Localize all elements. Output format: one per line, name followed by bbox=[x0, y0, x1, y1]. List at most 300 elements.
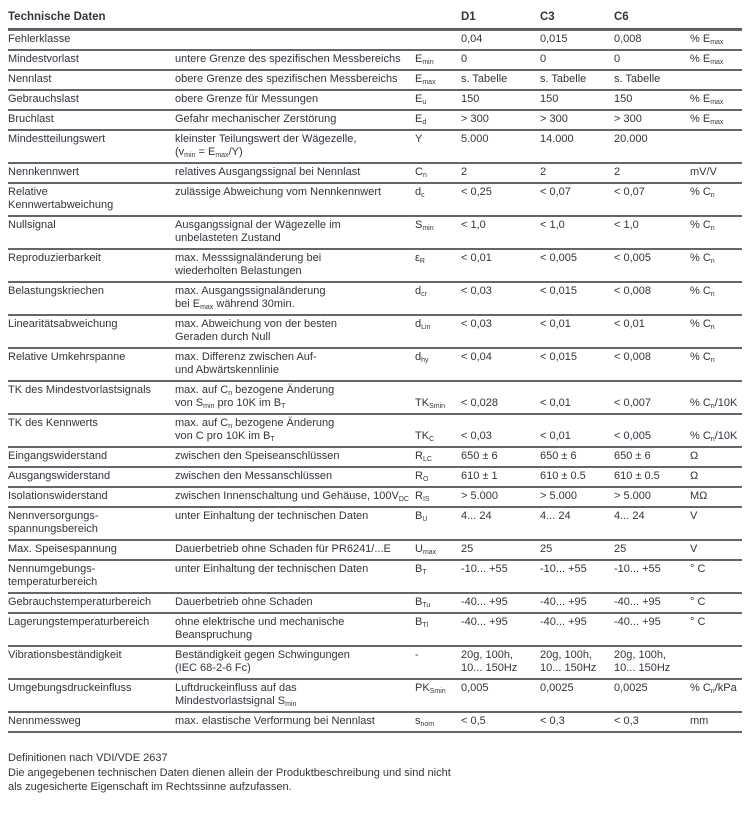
param-symbol: $\varepsilon_R$ bbox=[415, 252, 425, 265]
value-c3-cell bbox=[540, 285, 614, 311]
param-description-cell bbox=[175, 285, 415, 311]
param-description-cell bbox=[175, 93, 415, 106]
param-description: von $S_{min}$ pro 10K im $B_T$ bbox=[175, 397, 286, 410]
value-c6: 4... 24 bbox=[614, 510, 645, 522]
param-name: Reproduzierbarkeit bbox=[8, 252, 101, 264]
table-row bbox=[8, 486, 742, 506]
value-c3: < 0,015 bbox=[540, 285, 578, 297]
value-d1-cell bbox=[461, 450, 540, 463]
value-c6-cell bbox=[614, 450, 690, 463]
param-name: Isolationswiderstand bbox=[8, 490, 108, 502]
param-name-cell bbox=[8, 252, 175, 278]
param-description-cell bbox=[175, 73, 415, 86]
unit: % $E_{max}$ bbox=[690, 53, 724, 66]
unit: V bbox=[690, 510, 698, 522]
value-c6: 0,0025 bbox=[614, 682, 648, 694]
value-c3: -40... +95 bbox=[540, 616, 587, 628]
param-description-cell bbox=[175, 166, 415, 179]
page-title: Technische Daten bbox=[8, 11, 106, 23]
value-d1-cell bbox=[461, 285, 540, 311]
value-d1-cell bbox=[461, 417, 540, 443]
table-row bbox=[8, 559, 742, 592]
unit-cell bbox=[690, 450, 742, 463]
param-name: spannungsbereich bbox=[8, 523, 98, 535]
value-d1: 25 bbox=[461, 543, 474, 555]
value-c3-cell bbox=[540, 563, 614, 589]
value-d1: < 0,5 bbox=[461, 715, 486, 727]
param-symbol-cell bbox=[415, 649, 461, 675]
param-symbol: $R_O$ bbox=[415, 470, 429, 483]
param-symbol-cell bbox=[415, 252, 461, 278]
table-row bbox=[8, 182, 742, 215]
table-row bbox=[8, 380, 742, 413]
unit: mm bbox=[690, 715, 709, 727]
param-name: Nullsignal bbox=[8, 219, 56, 231]
value-c3-cell bbox=[540, 450, 614, 463]
param-name-cell bbox=[8, 113, 175, 126]
param-symbol-cell bbox=[415, 33, 461, 46]
param-description-cell bbox=[175, 563, 415, 589]
table-row bbox=[8, 645, 742, 678]
unit: % $C_n/10K$ bbox=[690, 430, 738, 443]
value-d1-cell bbox=[461, 649, 540, 675]
param-name: Vibrationsbeständigkeit bbox=[8, 649, 122, 661]
value-d1-cell bbox=[461, 596, 540, 609]
unit-cell bbox=[690, 73, 742, 86]
param-symbol-cell bbox=[415, 563, 461, 589]
param-description: Mindestvorlastsignal $S_{min}$ bbox=[175, 695, 297, 708]
column-header-d1-cell bbox=[461, 11, 540, 24]
param-symbol: $U_{max}$ bbox=[415, 543, 437, 556]
unit-cell bbox=[690, 616, 742, 642]
unit-cell bbox=[690, 166, 742, 179]
value-c6: < 0,01 bbox=[614, 318, 645, 330]
footer-disclaimer-2: als zugesicherte Eigenschaft im Rechtssinne aufzufassen. bbox=[8, 781, 292, 793]
value-d1-cell bbox=[461, 715, 540, 728]
value-c3: > 5.000 bbox=[540, 490, 578, 502]
param-name-cell bbox=[8, 563, 175, 589]
param-description-cell bbox=[175, 384, 415, 410]
param-symbol-cell bbox=[415, 417, 461, 443]
param-name: TK des Mindestvorlastsignals bbox=[8, 384, 152, 396]
column-header-c3: C3 bbox=[540, 11, 555, 23]
footer-notes bbox=[8, 751, 742, 795]
param-name: Nennmessweg bbox=[8, 715, 81, 727]
param-description-cell bbox=[175, 351, 415, 377]
value-c3-cell bbox=[540, 318, 614, 344]
param-symbol: $TK_{Smin}$ bbox=[415, 397, 446, 410]
value-c3: -10... +55 bbox=[540, 563, 587, 575]
param-description: bei $E_{max}$ während 30min. bbox=[175, 298, 295, 311]
value-c6-cell bbox=[614, 470, 690, 483]
param-symbol: $E_d$ bbox=[415, 113, 427, 126]
param-description: relatives Ausgangssignal bei Nennlast bbox=[175, 166, 361, 178]
value-c6-cell bbox=[614, 285, 690, 311]
value-c6: > 5.000 bbox=[614, 490, 652, 502]
unit-cell bbox=[690, 93, 742, 106]
param-description-cell bbox=[175, 682, 415, 708]
param-name: Bruchlast bbox=[8, 113, 54, 125]
param-description: unbelasteten Zustand bbox=[175, 232, 281, 244]
table-row bbox=[8, 89, 742, 109]
value-c6: 0 bbox=[614, 53, 621, 65]
value-d1-cell bbox=[461, 318, 540, 344]
param-symbol: $d_c$ bbox=[415, 186, 425, 199]
param-description-cell bbox=[175, 616, 415, 642]
unit: MΩ bbox=[690, 490, 708, 502]
param-description-cell bbox=[175, 450, 415, 463]
value-c6-cell bbox=[614, 113, 690, 126]
unit-cell bbox=[690, 252, 742, 278]
value-d1-cell bbox=[461, 490, 540, 503]
value-d1-cell bbox=[461, 186, 540, 212]
value-c3-cell bbox=[540, 33, 614, 46]
value-d1: < 0,04 bbox=[461, 351, 492, 363]
value-c6: -10... +55 bbox=[614, 563, 661, 575]
param-symbol: $PK_{Smin}$ bbox=[415, 682, 446, 695]
unit-cell bbox=[690, 53, 742, 66]
value-d1: 5.000 bbox=[461, 133, 489, 145]
param-description: untere Grenze des spezifischen Messbereichs bbox=[175, 53, 401, 65]
param-description: max. Differenz zwischen Auf- bbox=[175, 351, 317, 363]
unit-cell bbox=[690, 113, 742, 126]
value-c6-cell bbox=[614, 510, 690, 536]
value-c3: < 0,3 bbox=[540, 715, 565, 727]
param-symbol-cell bbox=[415, 53, 461, 66]
param-description: Dauerbetrieb ohne Schaden für PR6241/...E bbox=[175, 543, 391, 555]
unit: % $C_n$ bbox=[690, 219, 715, 232]
value-c3: -40... +95 bbox=[540, 596, 587, 608]
param-name-cell bbox=[8, 417, 175, 443]
param-symbol: $E_{min}$ bbox=[415, 53, 434, 66]
param-symbol-cell bbox=[415, 682, 461, 708]
unit: % $C_n$/kPa bbox=[690, 682, 737, 695]
param-symbol-cell bbox=[415, 510, 461, 536]
table-row bbox=[8, 446, 742, 466]
table-row bbox=[8, 592, 742, 612]
param-symbol-cell bbox=[415, 113, 461, 126]
value-c3: 14.000 bbox=[540, 133, 574, 145]
param-description-cell bbox=[175, 186, 415, 212]
value-c3-cell bbox=[540, 596, 614, 609]
unit-cell bbox=[690, 596, 742, 609]
value-c6-cell bbox=[614, 715, 690, 728]
param-symbol-cell bbox=[415, 596, 461, 609]
value-c3-cell bbox=[540, 252, 614, 278]
column-header-c3-cell bbox=[540, 11, 614, 24]
value-d1: 2 bbox=[461, 166, 468, 178]
unit: % $E_{max}$ bbox=[690, 113, 724, 126]
value-c6: 25 bbox=[614, 543, 627, 555]
value-d1-cell bbox=[461, 682, 540, 708]
table-row bbox=[8, 314, 742, 347]
param-name-cell bbox=[8, 616, 175, 642]
unit: % $C_n$ bbox=[690, 318, 715, 331]
unit-cell bbox=[690, 490, 742, 503]
value-c3-cell bbox=[540, 166, 614, 179]
param-description-cell bbox=[175, 510, 415, 536]
value-c6: < 0,005 bbox=[614, 252, 652, 264]
value-d1: -40... +95 bbox=[461, 616, 508, 628]
param-symbol: $d_{hy}$ bbox=[415, 351, 429, 364]
value-d1: < 0,03 bbox=[461, 285, 492, 297]
value-c6: < 0,07 bbox=[614, 186, 645, 198]
param-description: max. elastische Verformung bei Nennlast bbox=[175, 715, 375, 727]
unit: ° C bbox=[690, 616, 706, 628]
value-c3: 0,015 bbox=[540, 33, 568, 45]
value-d1: > 5.000 bbox=[461, 490, 499, 502]
param-name: Relative bbox=[8, 186, 48, 198]
unit-cell bbox=[690, 563, 742, 589]
value-c3-cell bbox=[540, 113, 614, 126]
param-name: Mindestvorlast bbox=[8, 53, 79, 65]
value-c6: 2 bbox=[614, 166, 621, 178]
unit: % $C_n$ bbox=[690, 351, 715, 364]
param-symbol-cell bbox=[415, 93, 461, 106]
footer-definitions: Definitionen nach VDI/VDE 2637 bbox=[8, 752, 168, 764]
param-symbol: $B_{Tu}$ bbox=[415, 596, 431, 609]
value-c3: 25 bbox=[540, 543, 553, 555]
param-name-cell bbox=[8, 219, 175, 245]
param-name: Gebrauchstemperaturbereich bbox=[8, 596, 152, 608]
value-d1: < 0,028 bbox=[461, 397, 499, 409]
value-d1-cell bbox=[461, 563, 540, 589]
value-d1: > 300 bbox=[461, 113, 489, 125]
value-c3: < 0,015 bbox=[540, 351, 578, 363]
unit: % $C_n/10K$ bbox=[690, 397, 738, 410]
param-name-cell bbox=[8, 93, 175, 106]
param-description: unter Einhaltung der technischen Daten bbox=[175, 510, 369, 522]
table-row bbox=[8, 539, 742, 559]
param-description-cell bbox=[175, 33, 415, 46]
value-c3-cell bbox=[540, 510, 614, 536]
value-c3-cell bbox=[540, 186, 614, 212]
table-row bbox=[8, 347, 742, 380]
param-name: temperaturbereich bbox=[8, 576, 98, 588]
param-description-cell bbox=[175, 596, 415, 609]
param-description: zwischen Innenschaltung und Gehäuse, $100V_{DC}$ bbox=[175, 490, 409, 503]
unit-cell bbox=[690, 682, 742, 708]
value-d1: 150 bbox=[461, 93, 480, 105]
value-d1: < 0,25 bbox=[461, 186, 492, 198]
value-c3-cell bbox=[540, 490, 614, 503]
unit: % $E_{max}$ bbox=[690, 93, 724, 106]
table-row bbox=[8, 711, 742, 731]
param-symbol: $C_n$ bbox=[415, 166, 427, 179]
value-d1-cell bbox=[461, 510, 540, 536]
value-d1-cell bbox=[461, 219, 540, 245]
value-c6-cell bbox=[614, 596, 690, 609]
value-c3-cell bbox=[540, 384, 614, 410]
value-d1: 650 ± 6 bbox=[461, 450, 498, 462]
value-c3-cell bbox=[540, 351, 614, 377]
unit: Ω bbox=[690, 470, 699, 482]
value-c3: 2 bbox=[540, 166, 547, 178]
param-description-cell bbox=[175, 417, 415, 443]
unit-cell bbox=[690, 649, 742, 675]
param-symbol-cell bbox=[415, 715, 461, 728]
param-description: und Abwärtskennlinie bbox=[175, 364, 279, 376]
param-symbol: $s_{nom}$ bbox=[415, 715, 435, 728]
table-row bbox=[8, 49, 742, 69]
param-symbol: $B_{Tl}$ bbox=[415, 616, 429, 629]
value-c3: 610 ± 0.5 bbox=[540, 470, 586, 482]
unit-cell bbox=[690, 33, 742, 46]
value-c6-cell bbox=[614, 166, 690, 179]
value-c3-cell bbox=[540, 682, 614, 708]
unit-cell bbox=[690, 384, 742, 410]
unit-cell bbox=[690, 351, 742, 377]
value-c3: < 0,005 bbox=[540, 252, 578, 264]
footer-disclaimer-1: Die angegebenen technischen Daten dienen allein der Produktbeschreibung und sind nicht bbox=[8, 766, 451, 779]
param-symbol-cell bbox=[415, 470, 461, 483]
value-c3: 0,0025 bbox=[540, 682, 574, 694]
param-description: ohne elektrische und mechanische bbox=[175, 616, 345, 628]
header-symbol-spacer bbox=[415, 11, 461, 24]
param-symbol-cell bbox=[415, 186, 461, 212]
param-symbol: $d_{cr}$ bbox=[415, 285, 427, 298]
param-symbol-cell bbox=[415, 318, 461, 344]
param-name-cell bbox=[8, 715, 175, 728]
unit: ° C bbox=[690, 563, 706, 575]
value-c6-cell bbox=[614, 33, 690, 46]
param-symbol-cell bbox=[415, 73, 461, 86]
param-name: Nennlast bbox=[8, 73, 52, 85]
value-c3: 20g, 100h, bbox=[540, 649, 592, 661]
param-name: Linearitätsabweichung bbox=[8, 318, 118, 330]
value-d1: -10... +55 bbox=[461, 563, 508, 575]
value-c6-cell bbox=[614, 186, 690, 212]
value-c6-cell bbox=[614, 219, 690, 245]
param-description-cell bbox=[175, 543, 415, 556]
value-c6: s. Tabelle bbox=[614, 73, 661, 85]
value-d1: < 0,01 bbox=[461, 252, 492, 264]
value-d1: 4... 24 bbox=[461, 510, 492, 522]
param-description: unter Einhaltung der technischen Daten bbox=[175, 563, 369, 575]
table-row bbox=[8, 506, 742, 539]
value-c3-cell bbox=[540, 219, 614, 245]
unit: % $C_n$ bbox=[690, 285, 715, 298]
param-name-cell bbox=[8, 543, 175, 556]
value-d1-cell bbox=[461, 53, 540, 66]
param-description: kleinster Teilungswert der Wägezelle, bbox=[175, 133, 357, 145]
param-description-cell bbox=[175, 715, 415, 728]
table-row bbox=[8, 109, 742, 129]
value-d1: < 0,03 bbox=[461, 318, 492, 330]
param-name: Nennumgebungs- bbox=[8, 563, 96, 575]
param-description: Luftdruckeinfluss auf das bbox=[175, 682, 297, 694]
param-symbol: $B_T$ bbox=[415, 563, 427, 576]
header-title-cell bbox=[8, 11, 175, 24]
param-description: Dauerbetrieb ohne Schaden bbox=[175, 596, 313, 608]
param-description: (IEC 68-2-6 Fc) bbox=[175, 662, 251, 674]
header-description-spacer bbox=[175, 11, 415, 24]
param-name-cell bbox=[8, 510, 175, 536]
param-description-cell bbox=[175, 318, 415, 344]
value-d1-cell bbox=[461, 133, 540, 159]
unit: V bbox=[690, 543, 698, 555]
param-name: TK des Kennwerts bbox=[8, 417, 98, 429]
table-row bbox=[8, 215, 742, 248]
param-name-cell bbox=[8, 470, 175, 483]
param-name-cell bbox=[8, 166, 175, 179]
column-header-c6: C6 bbox=[614, 11, 629, 23]
unit-cell bbox=[690, 470, 742, 483]
value-c6: 610 ± 0.5 bbox=[614, 470, 660, 482]
param-symbol-cell bbox=[415, 133, 461, 159]
value-c6: 150 bbox=[614, 93, 633, 105]
table-row bbox=[8, 281, 742, 314]
value-c3-cell bbox=[540, 543, 614, 556]
unit-cell bbox=[690, 219, 742, 245]
value-c6: -40... +95 bbox=[614, 596, 661, 608]
param-name: Gebrauchslast bbox=[8, 93, 79, 105]
table-row bbox=[8, 248, 742, 281]
value-c6: 20.000 bbox=[614, 133, 648, 145]
value-c3-cell bbox=[540, 649, 614, 675]
table-row bbox=[8, 162, 742, 182]
value-c6-cell bbox=[614, 543, 690, 556]
param-symbol: $R_{IS}$ bbox=[415, 490, 430, 503]
param-symbol: $B_U$ bbox=[415, 510, 428, 523]
value-c3: 4... 24 bbox=[540, 510, 571, 522]
value-c3: < 1,0 bbox=[540, 219, 565, 231]
table-row bbox=[8, 413, 742, 446]
param-name-cell bbox=[8, 649, 175, 675]
value-d1-cell bbox=[461, 93, 540, 106]
param-description: obere Grenze des spezifischen Messbereichs bbox=[175, 73, 398, 85]
value-d1: s. Tabelle bbox=[461, 73, 508, 85]
unit-cell bbox=[690, 417, 742, 443]
value-d1-cell bbox=[461, 252, 540, 278]
value-c6-cell bbox=[614, 490, 690, 503]
value-c3: 0 bbox=[540, 53, 547, 65]
param-name-cell bbox=[8, 682, 175, 708]
value-c6-cell bbox=[614, 616, 690, 642]
value-c3: < 0,01 bbox=[540, 397, 571, 409]
value-c6: < 1,0 bbox=[614, 219, 639, 231]
param-name: Belastungskriechen bbox=[8, 285, 105, 297]
value-d1-cell bbox=[461, 616, 540, 642]
param-description: max. auf $C_n$ bezogene Änderung bbox=[175, 417, 335, 430]
value-d1-cell bbox=[461, 470, 540, 483]
param-name-cell bbox=[8, 351, 175, 377]
value-c3-cell bbox=[540, 470, 614, 483]
value-c6: -40... +95 bbox=[614, 616, 661, 628]
param-symbol: $R_{LC}$ bbox=[415, 450, 432, 463]
table-row bbox=[8, 466, 742, 486]
param-description: zulässige Abweichung vom Nennkennwert bbox=[175, 186, 382, 198]
value-c6-cell bbox=[614, 384, 690, 410]
param-description-cell bbox=[175, 53, 415, 66]
value-c6: 10... 150Hz bbox=[614, 662, 671, 674]
param-name: Umgebungsdruckeinfluss bbox=[8, 682, 132, 694]
param-name: Nennkennwert bbox=[8, 166, 79, 178]
value-c6: > 300 bbox=[614, 113, 642, 125]
param-symbol-cell bbox=[415, 285, 461, 311]
param-symbol: Y bbox=[415, 133, 423, 145]
param-description: wiederholten Belastungen bbox=[175, 265, 302, 277]
param-symbol: - bbox=[415, 649, 419, 661]
table-row bbox=[8, 69, 742, 89]
value-c3: > 300 bbox=[540, 113, 568, 125]
column-header-c6-cell bbox=[614, 11, 690, 24]
param-name-cell bbox=[8, 285, 175, 311]
unit: % $E_{max}$ bbox=[690, 33, 724, 46]
param-name: Lagerungstemperaturbereich bbox=[8, 616, 150, 628]
param-description-cell bbox=[175, 252, 415, 278]
unit-cell bbox=[690, 543, 742, 556]
